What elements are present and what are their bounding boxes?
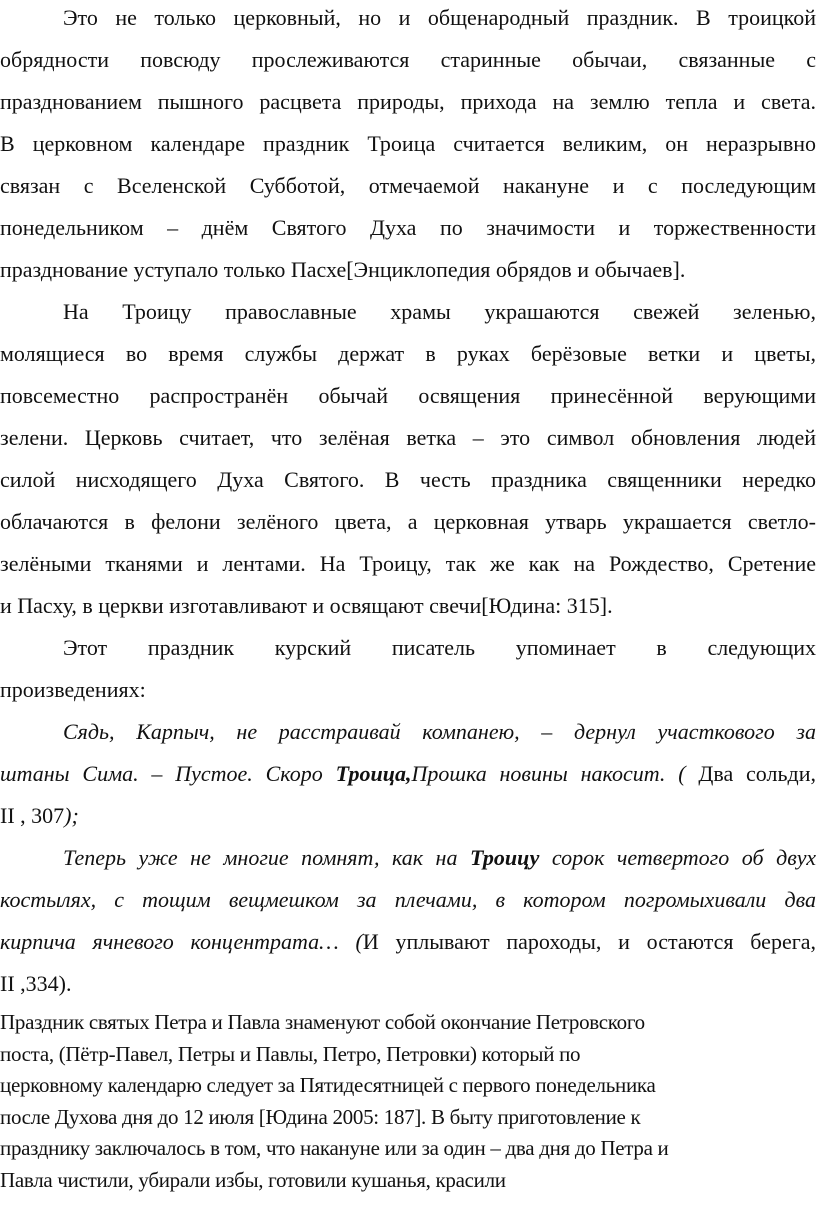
text-line [0, 165, 816, 207]
text-segment: И уплывают пароходы, и остаются берега, [362, 929, 816, 954]
paragraph [0, 0, 816, 291]
text-segment: На Троицу православные храмы украшаются свежей зеленью, [63, 299, 816, 324]
text-segment: Два сольди, [698, 761, 816, 786]
text-segment: и Пасху, в церкви изготавливают и освящают свечи[Юдина: 315]. [0, 593, 613, 618]
text-segment: Это не только церковный, но и общенародный праздник. В троицкой [63, 5, 816, 30]
text-line [0, 39, 816, 81]
text-line [0, 837, 816, 879]
text-line: Праздник святых Петра и Павла знаменуют собой окончание Петровского [0, 1010, 645, 1034]
text-line [0, 249, 816, 291]
bold-text: Троица, [335, 761, 412, 786]
text-line [0, 711, 816, 753]
text-line [0, 501, 816, 543]
text-segment: понедельником – днём Святого Духа по значимости и торжественности [0, 215, 816, 240]
text-segment: повсеместно распространён обычай освящения принесённой верующими [0, 383, 816, 408]
text-segment: молящиеся во время службы держат в руках берёзовые ветки и цветы, [0, 341, 816, 366]
text-line [0, 417, 816, 459]
text-line [0, 879, 816, 921]
text-segment: зелени. Церковь считает, что зелёная ветка – это символ обновления людей [0, 425, 816, 450]
text-segment: Этот праздник курский писатель упоминает в следующих [63, 635, 816, 660]
paragraph [0, 291, 816, 627]
text-segment: силой нисходящего Духа Святого. В честь праздника священники нередко [0, 467, 816, 492]
text-segment: связан с Вселенской Субботой, отмечаемой накануне и с последующим [0, 173, 816, 198]
text-line [0, 207, 816, 249]
text-line [0, 0, 816, 39]
text-line [0, 543, 816, 585]
text-segment: облачаются в фелони зелёного цвета, а церковная утварь украшается светло- [0, 509, 816, 534]
text-segment: В церковном календаре праздник Троица считается великим, он неразрывно [0, 131, 816, 156]
quote-text: штаны Сима. – Пустое. Скоро [0, 761, 336, 786]
text-line [0, 963, 816, 1005]
text-line [0, 333, 816, 375]
text-line [0, 627, 816, 669]
bold-text: Троицу [469, 845, 540, 870]
text-line: после Духова дня до 12 июля [Юдина 2005: 187]. В быту приготовление к [0, 1104, 641, 1129]
quote-text: Сядь, Карпыч, не расстраивай компанею, – дернул участкового за [63, 719, 816, 744]
text-line [0, 123, 816, 165]
quote-text: Прошка новины накосит. ( [411, 761, 699, 786]
quote-text: Теперь уже не многие помнят, как на [63, 845, 470, 870]
text-segment: произведениях: [0, 677, 146, 702]
text-segment: празднованием пышного расцвета природы, прихода на землю тепла и света. [0, 89, 816, 114]
text-segment: II , 307 [0, 803, 65, 828]
paragraph-petr-pavel [0, 1007, 816, 1196]
text-line [0, 669, 816, 711]
text-line [0, 375, 816, 417]
text-line [0, 459, 816, 501]
quote-text: кирпича ячневого концентрата… ( [0, 929, 363, 954]
text-segment: зелёными тканями и лентами. На Троицу, так же как на Рождество, Сретение [0, 551, 816, 576]
text-line [0, 585, 816, 627]
quote-text: костылях, с тощим вещмешком за плечами, в котором погромыхивали два [0, 887, 816, 912]
text-line [0, 291, 816, 333]
paragraph [0, 711, 816, 837]
text-line [0, 81, 816, 123]
quote-text: ); [64, 803, 79, 828]
text-line: празднику заключалось в том, что накануне или за один – два дня до Петра и [0, 1136, 669, 1160]
text-segment: празднование уступало только Пасхе[Энциклопедия обрядов и обычаев]. [0, 257, 686, 282]
text-line: церковному календарю следует за Пятидесятницей с первого понедельника [0, 1073, 656, 1097]
text-segment: II ,334). [0, 971, 72, 996]
text-line: поста, (Пётр-Павел, Петры и Павлы, Петро, Петровки) который по [0, 1041, 581, 1066]
text-line [0, 921, 816, 963]
text-line [0, 795, 816, 837]
text-segment: обрядности повсюду прослеживаются старинные обычаи, связанные с [0, 47, 816, 72]
quote-text: сорок четвертого об двух [539, 845, 816, 870]
paragraph [0, 627, 816, 711]
text-line [0, 753, 816, 795]
paragraph [0, 837, 816, 1005]
text-line: Павла чистили, убирали избы, готовили кушанья, красили [0, 1167, 506, 1192]
